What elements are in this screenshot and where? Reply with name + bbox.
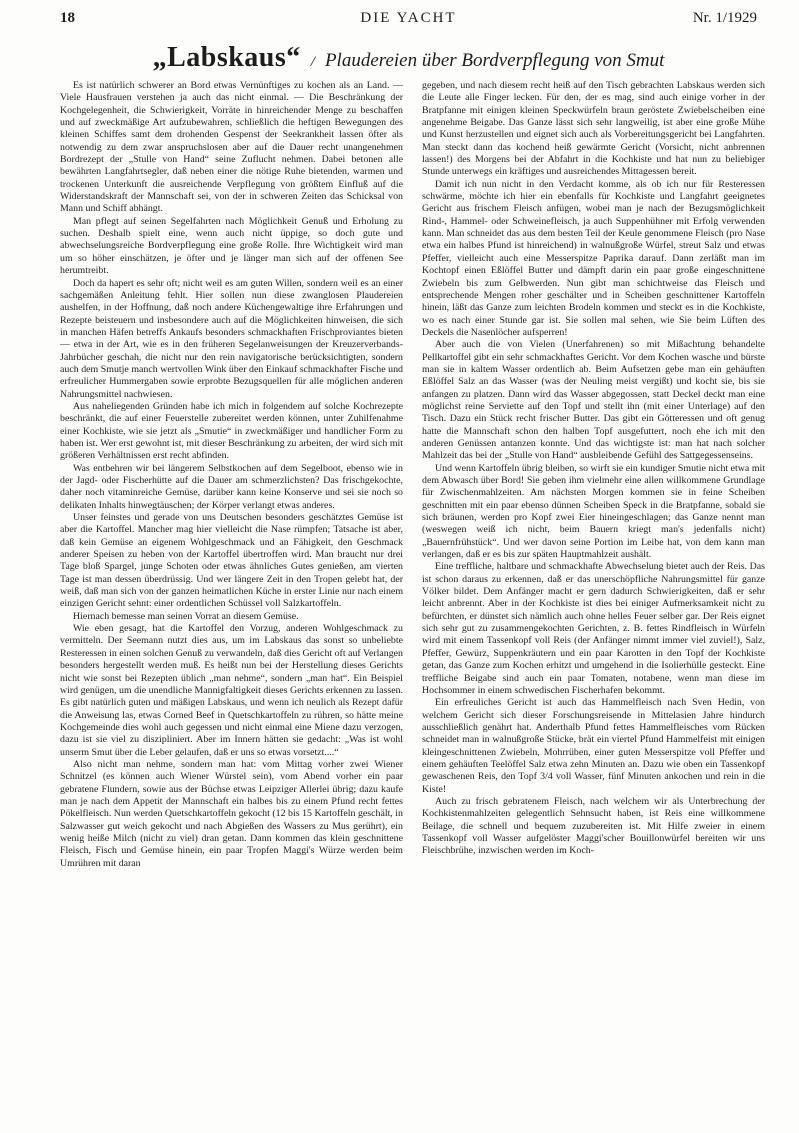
article-subtitle: Plaudereien über Bordverpflegung von Smut xyxy=(324,50,665,71)
paragraph: Aber auch die von Vielen (Unerfahrenen) so mit Mißachtung behandelte Pellkartoffel gibt ein sehr schmackhaftes Gericht. Vor dem Kochen wasche und bürste man sie in kaltem Wasser ordentlich ab. Beim Aufsetzen gebe man ein gehäuften Eßlöffel Salz an das Wasser (was der Neuling meist vergißt) und kocht sie, bis sie anfangen zu platzen. Dann wird das Wasser abgegossen, statt Deckel deckt man eine möglichst reine Serviette auf den Topf und stellt ihn (mit einer Unterlage) auf den Tisch. Dazu ein Stück recht frischer Butter. Das gibt ein Götteressen und oft genug hatte die Mannschaft schon den halben Topf ausgefuttert, noch ehe ich mit den anderen Genüssen antanzen konnte. Und das wichtigste ist: man hat nach solcher Mahlzeit das bei der „Stulle von Hand“ ausbleibende Gefühl des Sattgegessenseins. xyxy=(422,339,765,462)
paragraph: Aus naheliegenden Gründen habe ich mich in folgendem auf solche Kochrezepte beschränkt, die auf einer Feuerstelle zubereitet werden können, unter Zuhilfenahme einer Kochkiste, wie sie jetzt als „Smutie“ in zweckmäßiger und handlicher Form zu haben ist. Wer erst gewohnt ist, mit dieser Beschränkung zu arbeiten, der wird sich mit größeren Verhältnissen erst recht abfinden. xyxy=(60,400,403,462)
running-header xyxy=(60,10,757,30)
title-separator: / xyxy=(310,54,315,70)
paragraph: Unser feinstes und gerade von uns Deutschen besonders geschätztes Gemüse ist aber die Kartoffel. Mancher mag hier vielleicht die Nase rümpfen; Tatsache ist aber, daß kein Gemüse an eigenem Wohlgeschmack und an Fähigkeit, den Geschmack anderer Speisen zu heben von der Kartoffel übertroffen wird. Man braucht nur drei Tage bloß Spargel, junge Schoten oder etwas ähnliches Gutes genießen, am vierten Tage ist man dessen überdrüssig. Und wer längere Zeit in den Tropen gelebt hat, der weiß, daß man sich von der ganzen heimatlichen Küche in erster Linie nur nach einem einzigen Gericht sehnt: einer ordentlichen Schüssel voll Salzkartoffeln. xyxy=(60,512,403,610)
page-number: 18 xyxy=(60,10,75,26)
paragraph: Was entbehren wir bei längerem Selbstkochen auf dem Segelboot, ebenso wie in der Jagd- oder Fischerhütte auf die Dauer am schmerzlichsten? Das frischgekochte, daher noch vitaminreiche Gemüse, darüber kann keine Konserve und sei sie noch so delikaten Inhalts hinwegtäuschen; der Körper verlangt etwas anderes. xyxy=(60,462,403,511)
paragraph: Ein erfreuliches Gericht ist auch das Hammelfleisch nach Sven Hedin, von welchem Gericht sich dieser Forschungsreisende in Mittelasien Jahre hindurch ausschließlich genährt hat. Anderthalb Pfund fettes Hammelfleisches vom Rücken schneidet man in walnußgroße Stücke, brät ein viertel Pfund Hammelfeist mit einigen kleingeschnittenen Zwiebeln, Mohrrüben, einer guten Messerspitze voll Pfeffer und einem gehäuften Teelöffel Salz etwa zehn Minuten an. Dazu wie oben ein Tassenkopf gewaschenen Reis, den Topf 3/4 voll Wasser, fünf Minuten ankochen und rein in die Kiste! xyxy=(422,697,765,795)
paragraph: Eine treffliche, haltbare und schmackhafte Abwechselung bietet auch der Reis. Das ist schon daraus zu erkennen, daß er das unerschöpfliche Nahrungsmittel für ganze Völker bildet. Dem Anfänger macht er gern dadurch Schwierigkeiten, daß er sehr leicht anbrennt. Aber in der Kochkiste ist dies bei einiger Aufmerksamkeit nicht zu befürchten, er dünstet sich nämlich auch ohne helles Feuer selber gar. Der Reis eignet sich sehr gut zu zusammengekochten Gerichten, z. B. fettes Rindfleisch in Würfeln wird mit einem Tassenkopf voll Reis (der Anfänger nimmt immer viel zuviel!), Salz, Pfeffer, Gewürz, Suppenkräutern und ein paar Karotten in den Topf der Kochkiste getan, das Ganze zum Kochen erhitzt und umgehend in die Isolierhülle gesteckt. Eine treffliche Beigabe sind auch ein paar Tomaten, notabene, wenn man diese im Hochsommer in einem schwedischen Fischerhafen bekommt. xyxy=(422,561,765,696)
article-headline xyxy=(60,42,757,74)
article-title: „Labskaus“ xyxy=(152,42,301,73)
paragraph: Man pflegt auf seinen Segelfahrten nach Möglichkeit Genuß und Erholung zu suchen. Deshalb spielt eine, wenn auch nicht üppige, so doch gute und abwechselungsreiche Bordverpflegung eine große Rolle. Ihre Wichtigkeit wird man um so höher einschätzen, je öfter und je länger man sich auf der offenen See herumtreibt. xyxy=(60,215,403,277)
paragraph: Doch da hapert es sehr oft; nicht weil es am guten Willen, sondern weil es an einer sachgemäßen Anleitung fehlt. Hier sollen nun diese zwanglosen Plaudereien aushelfen, in der Hoffnung, daß noch andere Küchengewaltige ihre Erfahrungen und Rezepte beisteuern und insbesondere auch auf die Möglichkeiten hinweisen, die sich in manchen Häfen betreffs Ankaufs besonders schmackhaften Frischproviantes bieten — etwa in der Art, wie es in den früheren Segelanweisungen der Kreuzerverbands-Jahrbücher geschah, die nicht nur den rein navigatorische berücksichtigten, sondern auch dem Smutje manch wertvollen Wink über den Einkauf schmackhafter Fische und erfreulicher Hummergaben sowie erprobte Bezugsquellen für alle möglichen anderen Nahrungsmittel nachwiesen. xyxy=(60,277,403,400)
paragraph: Und wenn Kartoffeln übrig bleiben, so wirft sie ein kundiger Smutie nicht etwa mit dem Abwasch über Bord! Sie geben ihm vielmehr eine allen willkommene Grundlage für Zwischenmahlzeiten. Am nächsten Morgen kommen sie in feine Scheiben geschnitten mit ein paar ebenso dünnen Scheiben Speck in die Bratpfanne, sobald sie sich bräunen, werden pro Kopf zwei Eier hineingeschlagen; das Ganze nennt man (weswegen weiß ich nicht, beim Bauern kriegt man's jedenfalls nicht) „Bauernfrühstück“. Und wer davon seine Portion im Leibe hat, von dem kann man verlangen, daß er es bis zur späten Hauptmahlzeit aushält. xyxy=(422,462,765,561)
paragraph: gegeben, und nach diesem recht heiß auf den Tisch gebrachten Labskaus werden sich die Leute alle Finger lecken. Für den, der es mag, sind auch einige vorher in der Bratpfanne mit einigen kleinen Speckwürfeln braun geröstete Zwiebelscheiben eine angenehme Beigabe. Das Ganze lässt sich sehr langweilig, ist aber eine große Mühe und Kunst herzustellen und eignet sich auch als Vorbereitungsgericht bei Langfahrten. Man steckt dann das kochend heiß gewärmte Gericht (Vorsicht, nicht anbrennen lassen!) des Morgens bei der Abfahrt in die Kochkiste und hat nun zu beliebiger Stunde unterwegs ein kräftiges und ausreichendes Mittagessen bereit. xyxy=(422,80,765,178)
left-column xyxy=(60,80,403,1080)
paragraph: Es ist natürlich schwerer an Bord etwas Vernünftiges zu kochen als an Land. — Viele Hausfrauen verstehen ja auch das nicht einmal. — Die Beschränkung der Kochgelegenheit, die Schwierigkeit, Vorräte in hinreichender Menge zu beschaffen und auf zweckmäßige Art aufzubewahren, schließlich die heftigen Bewegungen des kleinen Schiffes samt dem drohenden Gespenst der Seekrankheit lassen öfter als notwendig zu dem zwar anspruchslosen aber auf die Dauer recht unangenehmen Bordrezept der „Stulle von Hand“ seine Zuflucht nehmen. Dabei betonen alle bewährten Langfahrtsegler, daß neben einer die nötige Ruhe bietenden, warmen und trockenen Unterkunft die ausreichende Verpflegung von größtem Einfluß auf die Widerstandskraft der Mannschaft sei, von der in schweren Zeiten das Schicksal von Mann und Schiff abhängt. xyxy=(60,80,403,215)
paragraph: Also nicht man nehme, sondern man hat: vom Mittag vorher zwei Wiener Schnitzel (es können auch Wiener Würstel sein), vom Abend vorher ein paar gebratene Flundern, sowie aus der Büchse etwas Leipziger Allerlei übrig; dazu kaufe man je nach dem Appetit der Mannschaft ein halbes bis zu einem Pfund recht fettes Pökelfleisch. Nun werden Quetschkartoffeln gekocht (12 bis 15 Kartoffeln geschält, in Salzwasser gut weich gekocht und nach Abgießen des Wassers zu Mus gerührt), ein wenig heiße Milch (nicht zu viel) dran getan. Dann kommen das klein geschnittene Fleisch, Fisch und Gemüse hinein, ein paar Tropfen Maggi's Würze werden beim Umrühren mit daran xyxy=(60,758,403,869)
paragraph: Wie eben gesagt, hat die Kartoffel den Vorzug, anderen Wohlgeschmack zu vermitteln. Der Seemann nutzt dies aus, um im Labskaus das sonst so unbeliebte Resteressen in einen solchen Genuß zu verwandeln, daß dies Gericht oft auf Verlangen besonders hergestellt werden muß. Es heißt nun bei der Herstellung dieses Gerichts nicht wie sonst bei Rezepten üblich „man nehme“, sondern „man hat“. Ein Beispiel wird genügen, um die unendliche Mannigfaltigkeit dieses Gerichts erkennen zu lassen. Es gibt natürlich guten und mäßigen Labskaus, und wenn ich neulich als Rezept dafür die Anweisung las, etwas Corned Beef in Quetschkartoffeln zu rühren, so hätte meine Kochgemeinde dies wohl auch gegessen und nicht einmal eine Miene dazu verzogen, dazu ist sie viel zu diszipliniert. Aber im Innern hätten sie gedacht: „Was ist wohl unserm Smut über die Leber gelaufen, daß er uns so etwas vorsetzt....“ xyxy=(60,623,403,758)
issue-number: Nr. 1/1929 xyxy=(692,10,757,26)
paragraph: Auch zu frisch gebratenem Fleisch, nach welchem wir als Unterbrechung der Kochkistenmahlzeiten gelegentlich Sehnsucht haben, ist Reis eine willkommene Beilage, die schnell und bequem zuzubereiten ist. Mit Hilfe zweier in einem Tassenkopf voll Wasser aufgelöster Maggi'scher Bouillonwürfel bereiten wir uns Fleischbrühe, inzwischen werden im Koch- xyxy=(422,795,765,857)
right-column xyxy=(422,80,765,1080)
paragraph: Damit ich nun nicht in den Verdacht komme, als ob ich nur für Resteressen schwärme, möchte ich hier ein ebenfalls für Kochkiste und Langfahrt geeignetes Gericht aus frischem Fleisch anfügen, wobei man je nach der Bezugsmöglichkeit Rind-, Hammel- oder Schweinefleisch, ja auch Suppenhühner mit Erfolg verwenden kann. Man schneidet das aus dem besten Teil der Keule genommene Fleisch (pro Nase etwa ein halbes Pfund ist hinreichend) in walnußgroße Würfel, streut Salz und etwas Pfeffer, vielleicht auch eine Messerspitze Paprika darauf. Dann zerläßt man im Kochtopf einen Eßlöffel Butter und dämpft darin ein paar große eingeschnittene Zwiebeln bis zum Gelbwerden. Nun gibt man schichtweise das Fleisch und entsprechende Mengen roher geschälter und in Scheiben geschnittener Kartoffeln hinein, läßt das Ganze zum leichten Brodeln kommen und steckt es in die Kochkiste, wo es nach einer Stunde gar ist. Sie sollen mal sehen, wie Sie beim Lüften des Deckels die Nasenlöcher aufsperren! xyxy=(422,178,765,338)
article-body xyxy=(60,80,765,1080)
paragraph: Hiernach bemesse man seinen Vorrat an diesem Gemüse. xyxy=(73,610,299,622)
magazine-title: DIE YACHT xyxy=(360,10,457,26)
